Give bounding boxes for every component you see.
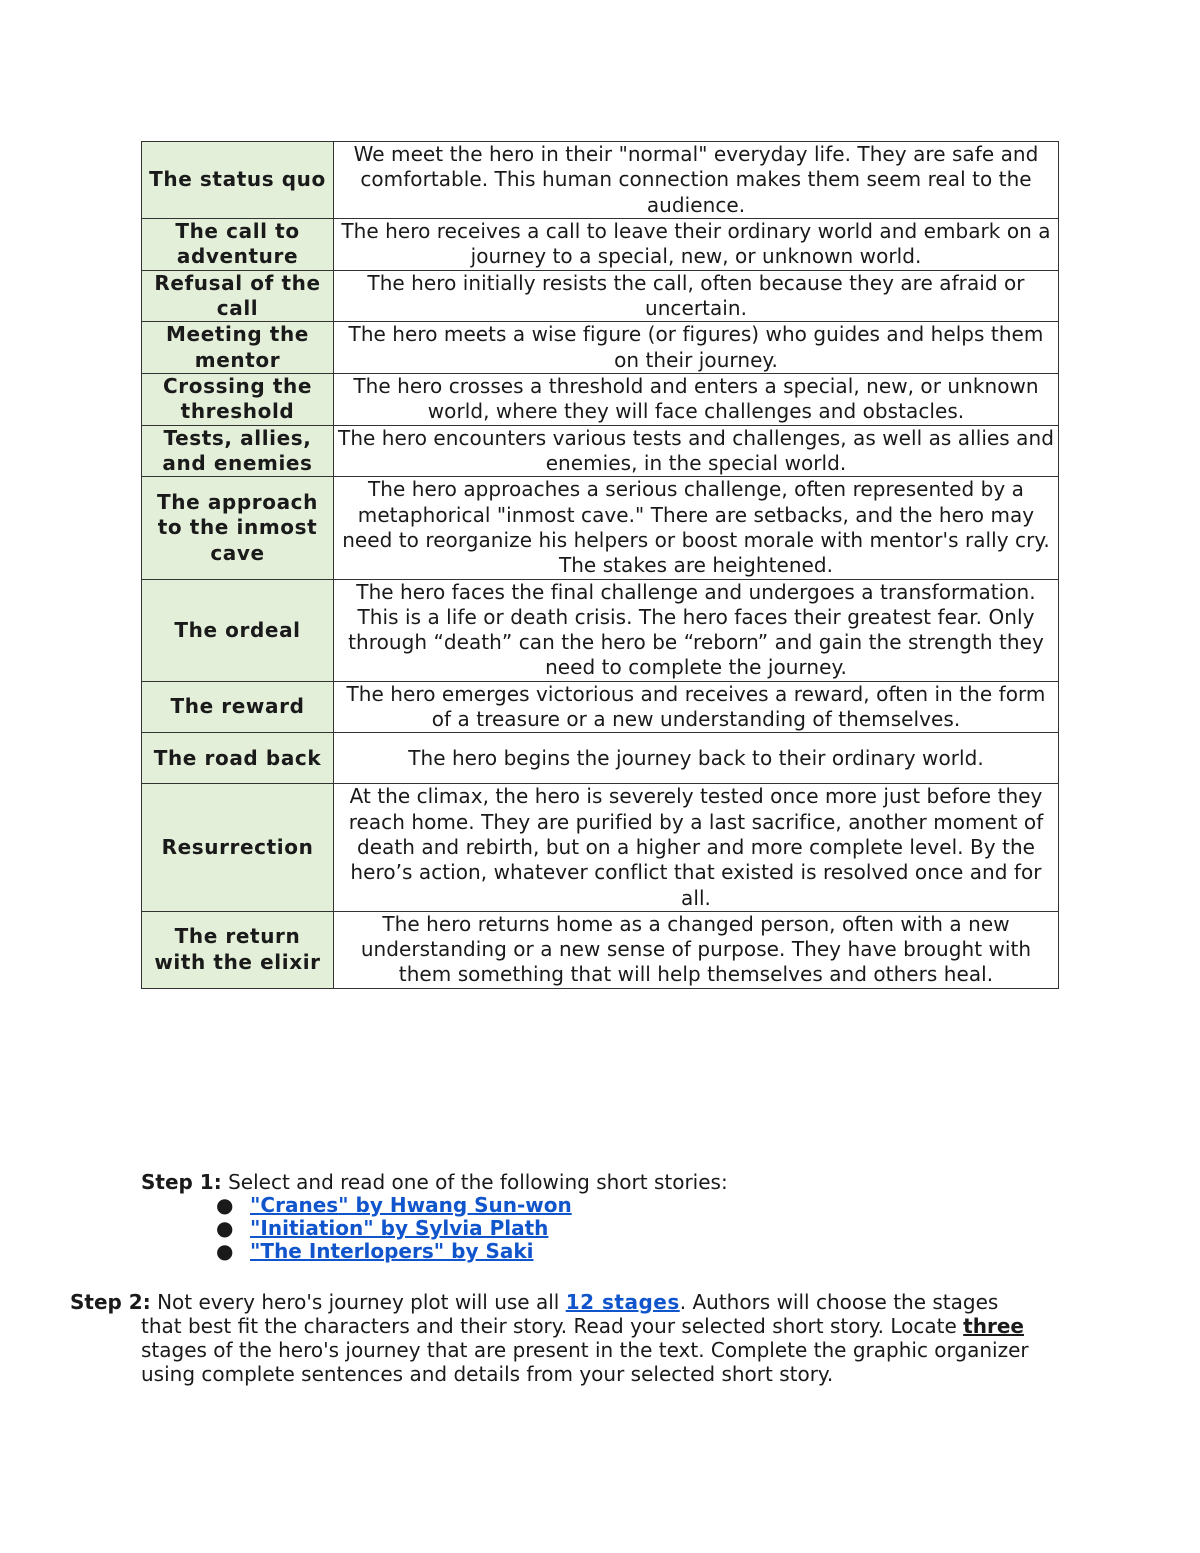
list-item: [216, 1239, 728, 1263]
stage-name: Refusal of the call: [142, 270, 334, 322]
table-row: [142, 219, 1059, 271]
stage-description: The hero receives a call to leave their ordinary world and embark on a journey to a special, new, or unknown world.: [334, 219, 1059, 271]
table-row: [142, 579, 1059, 681]
table-row: [142, 374, 1059, 426]
stage-name: Crossing the threshold: [142, 374, 334, 426]
stage-name: The approach to the inmost cave: [142, 477, 334, 579]
table-row: [142, 733, 1059, 784]
step-1-label: Step 1:: [141, 1170, 222, 1194]
stage-description: The hero approaches a serious challenge, often represented by a metaphorical "inmost cave." There are setbacks, and the hero may need to reorganize his helpers or boost morale with mentor's rally cry. The stakes are heightened.: [334, 477, 1059, 579]
step-2-text: Not every hero's journey plot will use all: [150, 1290, 566, 1314]
stage-name: The return with the elixir: [142, 911, 334, 988]
bullet-icon: ●: [216, 1193, 234, 1217]
story-link-interlopers[interactable]: "The Interlopers" by Saki: [250, 1239, 534, 1263]
step-2-line-1: [70, 1290, 1070, 1314]
stage-name: The status quo: [142, 142, 334, 219]
stage-description: The hero faces the final challenge and undergoes a transformation. This is a life or death crisis. The hero faces their greatest fear. Only through “death” can the hero be “reborn” and gain the strength they need to complete the journey.: [334, 579, 1059, 681]
table-row: [142, 425, 1059, 477]
heros-journey-stages-table: [141, 141, 1059, 989]
step-2-text-continued: . Authors will choose the stages: [679, 1290, 999, 1314]
table-row: [142, 911, 1059, 988]
stage-name: The reward: [142, 681, 334, 733]
bullet-icon: ●: [216, 1216, 234, 1240]
step-1-instructions: [141, 1170, 728, 1263]
table-row: [142, 322, 1059, 374]
twelve-stages-link[interactable]: 12 stages: [565, 1290, 680, 1314]
stage-description: The hero begins the journey back to their ordinary world.: [334, 733, 1059, 784]
stage-description: At the climax, the hero is severely tested once more just before they reach home. They are purified by a last sacrifice, another moment of death and rebirth, but on a higher and more complete level. By the hero’s action, whatever conflict that existed is resolved once and for all.: [334, 784, 1059, 911]
table-row: [142, 477, 1059, 579]
step-2-line-4: using complete sentences and details from your selected short story.: [141, 1362, 834, 1386]
stage-description: The hero emerges victorious and receives a reward, often in the form of a treasure or a new understanding of themselves.: [334, 681, 1059, 733]
table-row: [142, 784, 1059, 911]
stage-description: The hero returns home as a changed person, often with a new understanding or a new sense of purpose. They have brought with them something that will help themselves and others heal.: [334, 911, 1059, 988]
stage-description: We meet the hero in their "normal" everyday life. They are safe and comfortable. This human connection makes them seem real to the audience.: [334, 142, 1059, 219]
step-2-line-2: [141, 1314, 1070, 1338]
list-item: [216, 1193, 728, 1217]
stage-description: The hero meets a wise figure (or figures) who guides and helps them on their journey.: [334, 322, 1059, 374]
step-2-line-3: stages of the hero's journey that are present in the text. Complete the graphic organizer: [141, 1338, 1029, 1362]
stage-name: The call to adventure: [142, 219, 334, 271]
stage-name: Tests, allies, and enemies: [142, 425, 334, 477]
bullet-icon: ●: [216, 1239, 234, 1263]
stage-name: Meeting the mentor: [142, 322, 334, 374]
stage-description: The hero crosses a threshold and enters a special, new, or unknown world, where they will face challenges and obstacles.: [334, 374, 1059, 426]
emphasis-three: three: [963, 1314, 1024, 1338]
step-1-text: Select and read one of the following short stories:: [221, 1170, 728, 1194]
table-row: [142, 681, 1059, 733]
table-row: [142, 142, 1059, 219]
story-link-cranes[interactable]: "Cranes" by Hwang Sun-won: [250, 1193, 572, 1217]
stage-description: The hero initially resists the call, often because they are afraid or uncertain.: [334, 270, 1059, 322]
stage-description: The hero encounters various tests and challenges, as well as allies and enemies, in the special world.: [334, 425, 1059, 477]
list-item: [216, 1216, 728, 1240]
step-2-line-2-text: that best fit the characters and their story. Read your selected short story. Locate: [141, 1314, 964, 1338]
stage-name: Resurrection: [142, 784, 334, 911]
step-2-label: Step 2:: [70, 1290, 151, 1314]
story-link-initiation[interactable]: "Initiation" by Sylvia Plath: [250, 1216, 549, 1240]
stage-name: The ordeal: [142, 579, 334, 681]
step-1-line: [141, 1170, 728, 1194]
stage-name: The road back: [142, 733, 334, 784]
table-row: [142, 270, 1059, 322]
short-story-list: [141, 1194, 728, 1263]
step-2-body: [70, 1314, 1070, 1386]
step-2-instructions: [70, 1290, 1070, 1386]
